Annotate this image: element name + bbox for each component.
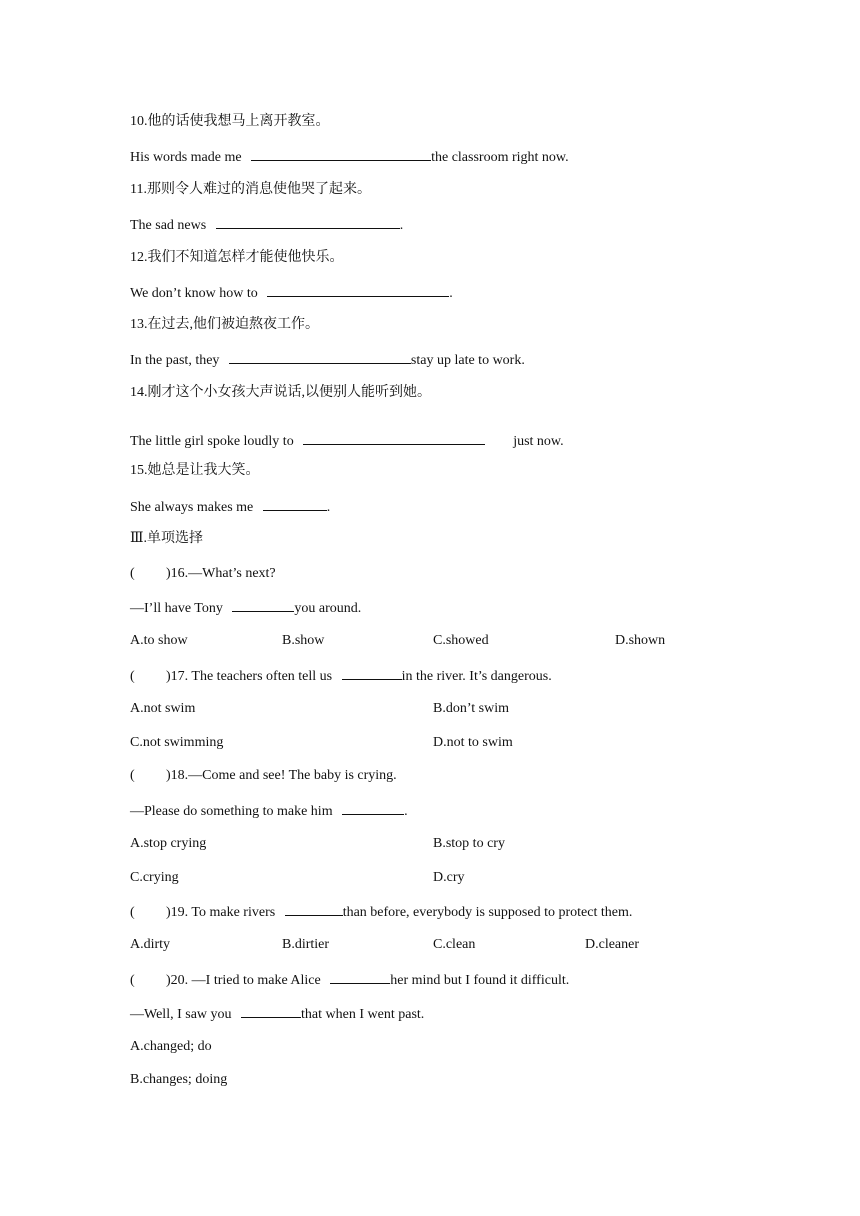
q19-option-b[interactable]: B.dirtier: [282, 937, 330, 952]
q18-option-d[interactable]: D.cry: [433, 870, 465, 885]
q12-text-after: .: [449, 286, 453, 301]
q17-stem: ( )17. The teachers often tell us in the river. It’s dangerous.: [130, 666, 552, 686]
q19-option-c[interactable]: C.clean: [433, 937, 476, 952]
q17-blank: [342, 666, 402, 680]
q18-stem: ( )18.—Come and see! The baby is crying.: [130, 768, 397, 783]
q20-option-a[interactable]: A.changed; do: [130, 1039, 212, 1054]
q18-option-c[interactable]: C.crying: [130, 870, 179, 885]
q17-option-c[interactable]: C.not swimming: [130, 735, 224, 750]
q11-text-before: The sad news: [130, 218, 207, 233]
q14-text-before: The little girl spoke loudly to: [130, 434, 294, 449]
q13-english: [130, 350, 525, 370]
q14-blank[interactable]: [303, 431, 485, 445]
q16-stem: ( )16.—What’s next?: [130, 566, 276, 581]
q11-english: [130, 215, 403, 235]
q19-option-a[interactable]: A.dirty: [130, 937, 171, 952]
q12-text-before: We don’t know how to: [130, 286, 258, 301]
q15-text-after: .: [326, 500, 331, 515]
q20-blank-2: [241, 1004, 301, 1018]
q20-stem: ( )20. —I tried to make Alice her mind but I found it difficult.: [130, 970, 569, 990]
q11-blank[interactable]: [216, 215, 400, 229]
q20-option-b[interactable]: B.changes; doing: [130, 1072, 228, 1087]
q13-text-after: stay up late to work.: [410, 353, 525, 368]
q18-blank: [342, 801, 404, 815]
q13-chinese: 13.在过去,他们被迫熬夜工作。: [130, 317, 319, 332]
q15-chinese: 15.她总是让我大笑。: [130, 463, 260, 478]
q18-line2: —Please do something to make him .: [130, 801, 408, 821]
q10-blank[interactable]: [251, 147, 431, 161]
q14-english: [130, 431, 564, 451]
q19-stem: ( )19. To make rivers than before, everybody is supposed to protect them.: [130, 902, 632, 922]
q10-text-after: the classroom right now.: [431, 150, 569, 165]
q17-option-a[interactable]: A.not swim: [130, 701, 196, 716]
q10-chinese: 10.他的话使我想马上离开教室。: [130, 114, 330, 129]
q11-text-after: .: [399, 218, 404, 233]
q10-text-before: His words made me: [130, 150, 242, 165]
q12-english: [130, 283, 453, 303]
q18-answer-paren[interactable]: (: [130, 768, 135, 783]
q20-line2: —Well, I saw you that when I went past.: [130, 1004, 424, 1024]
q14-chinese: 14.刚才这个小女孩大声说话,以便别人能听到她。: [130, 385, 431, 400]
q17-answer-paren[interactable]: (: [130, 669, 135, 684]
section-3-title: Ⅲ.单项选择: [130, 531, 204, 546]
q20-blank-1: [330, 970, 390, 984]
q20-answer-paren[interactable]: (: [130, 973, 135, 988]
q15-text-before: She always makes me: [130, 500, 254, 515]
q16-answer-paren[interactable]: (: [130, 566, 135, 581]
q15-english: [130, 497, 330, 517]
q10-english: [130, 147, 569, 167]
q13-text-before: In the past, they: [130, 353, 220, 368]
q13-blank[interactable]: [229, 350, 411, 364]
q12-blank[interactable]: [267, 283, 449, 297]
q12-chinese: 12.我们不知道怎样才能使他快乐。: [130, 250, 344, 265]
q17-option-d[interactable]: D.not to swim: [433, 735, 513, 750]
q16-line2: —I’ll have Tony you around.: [130, 598, 361, 618]
q18-option-b[interactable]: B.stop to cry: [433, 836, 505, 851]
q17-option-b[interactable]: B.don’t swim: [433, 701, 509, 716]
q19-option-d[interactable]: D.cleaner: [585, 937, 640, 952]
q16-option-d[interactable]: D.shown: [615, 633, 666, 648]
q15-blank[interactable]: [263, 497, 327, 511]
q19-blank: [285, 902, 343, 916]
q14-text-after: just now.: [513, 434, 564, 449]
q16-option-c[interactable]: C.showed: [433, 633, 489, 648]
q11-chinese: 11.那则令人难过的消息使他哭了起来。: [130, 182, 371, 197]
q19-answer-paren[interactable]: (: [130, 905, 135, 920]
q18-option-a[interactable]: A.stop crying: [130, 836, 207, 851]
q16-option-a[interactable]: A.to show: [130, 633, 188, 648]
q16-option-b[interactable]: B.show: [282, 633, 325, 648]
q16-blank: [232, 598, 294, 612]
